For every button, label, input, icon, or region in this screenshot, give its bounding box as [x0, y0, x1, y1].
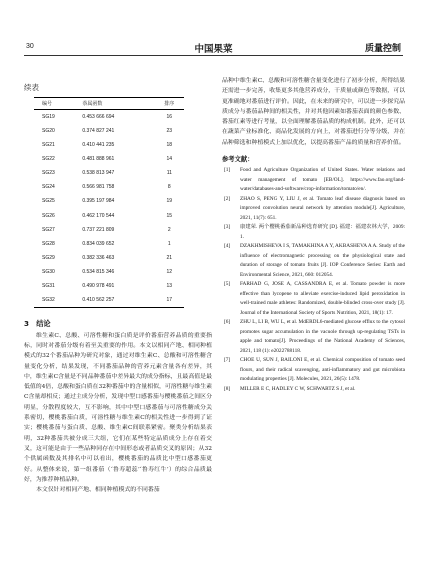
- cell-function: 0.410 441 235: [82, 142, 115, 149]
- table-row: [34, 279, 184, 293]
- column-header-function: 萘属函数: [74, 98, 148, 110]
- reference-item: [222, 280, 405, 318]
- cell-function: 0.834 039 652: [82, 240, 115, 247]
- cell-rank: 11: [166, 170, 172, 177]
- page-header: [24, 40, 403, 56]
- reference-item: [222, 318, 405, 356]
- reference-text: 康建荣. 两个樱桃番茄新品种选育研究 [D]. 福建：福建农林大学，2009: 1.: [240, 224, 405, 240]
- table-row: [34, 110, 184, 124]
- table-row: [34, 152, 184, 166]
- cell-rank: 21: [166, 254, 173, 261]
- table-row: [34, 209, 184, 223]
- reference-text: ZHAO S, PENG Y, LIU J, et al. Tomato leaf disease diagnosis based on improved convolution neural network by attention module[J]. Agriculture, 2021, 11(7): 651.: [240, 195, 405, 221]
- reference-item: [222, 166, 405, 195]
- cell-rank: 23: [166, 128, 173, 135]
- table-row: [34, 251, 184, 265]
- cell-rank: 13: [166, 283, 173, 290]
- reference-number: [1]: [224, 167, 231, 174]
- reference-number: [3]: [224, 224, 231, 231]
- references-heading: 参考文献：: [222, 156, 254, 164]
- cell-id: SG22: [42, 156, 55, 163]
- section-title: 质量控制: [364, 44, 401, 54]
- column-header-id: 编号: [34, 98, 74, 110]
- cell-rank: 14: [166, 156, 173, 163]
- reference-number: [8]: [224, 385, 231, 392]
- table-header-row: [34, 98, 184, 110]
- cell-function: 0.490 978 491: [82, 283, 115, 290]
- reference-text: Food and Agriculture Organization of United States. Water relations and water management of tomato [EB/OL]. https://www.fao.org/land-water/databases-and-software/crop-information/tomato/en/.: [240, 167, 405, 193]
- table-row: [34, 265, 184, 279]
- cell-function: 0.566 981 758: [82, 184, 115, 191]
- reference-item: [222, 223, 405, 242]
- cell-id: SG21: [42, 142, 55, 149]
- reference-number: [4]: [224, 243, 231, 250]
- cell-id: SG24: [42, 184, 55, 191]
- cell-function: 0.462 170 544: [82, 212, 115, 219]
- cell-id: SG29: [42, 254, 55, 261]
- cell-id: SG27: [42, 226, 55, 233]
- right-column: [222, 76, 405, 394]
- reference-number: [5]: [224, 281, 231, 288]
- table-row: [34, 166, 184, 180]
- column-header-rank: 排序: [149, 98, 184, 110]
- table-row: [34, 237, 184, 251]
- cell-rank: 18: [166, 142, 173, 149]
- membership-table: [34, 97, 184, 308]
- reference-number: [2]: [224, 195, 231, 202]
- reference-number: [7]: [224, 357, 231, 364]
- page-number: 30: [26, 43, 34, 50]
- cell-function: 0.538 813 947: [82, 170, 115, 177]
- reference-number: [6]: [224, 319, 231, 326]
- section-heading-conclusion: 3 结论: [24, 318, 51, 328]
- cell-rank: 8: [167, 184, 171, 191]
- cell-id: SG25: [42, 198, 55, 205]
- cell-rank: 2: [167, 226, 171, 233]
- table-row: [34, 293, 184, 307]
- reference-list: [222, 166, 405, 394]
- reference-text: ZHU L, LI B, WU L, et al. MdERDL6-mediated glucose efflux to the cytosol promotes sugar accumulation in the vacuole through up-regulating TSTs in apple and tomato[J]. Proceedings of the National Academy of Sciences, 2021, 118 (1): e2022788118.: [240, 319, 405, 354]
- table-body: [34, 110, 184, 307]
- cell-function: 0.410 562 257: [74, 293, 148, 307]
- reference-text: FARHAD G, JOSE A, CASSANDRA E, et al. Tomato powder is more effective than lycopene to alleviate exercise-induced lipid peroxidation in well-trained male athletes: Randomized, double-blinded cross-over study [J]. Journal of the International Society of Sports Nutrition, 2021, 18(1): 17.: [240, 281, 405, 316]
- cell-rank: 15: [166, 212, 173, 219]
- left-column: [24, 76, 212, 495]
- cell-function: 0.374 827 241: [82, 128, 115, 135]
- cell-rank: 1: [167, 240, 171, 247]
- cell-function: 0.737 221 809: [82, 226, 115, 233]
- cell-rank: 19: [166, 198, 173, 205]
- cell-function: 0.453 666 694: [82, 114, 115, 121]
- table-row: [34, 138, 184, 152]
- conclusion-paragraph-1: 维生素C、总酸、可溶性糖和蛋白质是评价番茄营养品质的重要指标，同时对番茄分级有着至关重要的作用。本文以相同产地、相同种植模式的32个番茄品种为研究对象，通过对维生素C、总酸和可溶性糖含量变化分析，结果发现，不同番茄品种的营养元素含量各有差异，其中，维生素C含量是不同品种番茄中差异最大的成分指标，且最高值是最低值的4倍，总酸和蛋白质在32种番茄中的含量相似，可溶性糖与维生素C含量却相反；通过主成分分析，发现中型口感番茄与樱桃番茄之间区分明显，分散程度较大，互不影响，其中中型口感番茄与可溶性糖成分关系密切，樱桃番茄白质，可溶性糖与维生素C的相关性进一步得到了证实；樱桃番茄与蛋白质、总酸、维生素C间联系紧密。聚类分析结果表明，32种番茄共被分成三大组，它们在某些特定品质成分上存在着交叉，这可能是由于一些品种同存在中间形态或者品质交叉的原因；从32个供属函数及其排名中可以看出，樱桃番茄的品质比中型口感番茄更好。从整体来说，第一组番茄（‘鲁寿超蕊’‘鲁寿红牛’）的综合品质最好，为推荐种植品种。: [24, 332, 212, 483]
- cell-function: 0.481 888 961: [82, 156, 115, 163]
- reference-item: [222, 195, 405, 224]
- cell-id: SG31: [42, 283, 55, 290]
- reference-text: CHOE U, SUN J, BAILONI E, et al. Chemical composition of tomato seed flours, and their radical scavenging, anti-inflammatory and gut microbiota modulating properties [J]. Molecules, 2021, 26(5): 1478.: [240, 357, 405, 383]
- cell-function: 0.534 815 346: [82, 268, 115, 275]
- journal-title: 中国果菜: [194, 44, 233, 55]
- cell-id: SG28: [42, 240, 55, 247]
- table-row: [34, 180, 184, 194]
- table-row: [34, 194, 184, 208]
- cell-id: SG30: [42, 268, 55, 275]
- reference-item: [222, 356, 405, 385]
- cell-id: SG23: [42, 170, 55, 177]
- conclusion-paragraph-2-start: 本文仅针对相同产地、相同种植模式的不同番茄: [36, 487, 160, 494]
- cell-function: 0.395 197 984: [82, 198, 115, 205]
- conclusion-paragraph-2-continued: 品种中维生素C、总酸和可溶性糖含量变化进行了初步分析，所得结果还需进一步完善，收集更多其他营养成分，干质量或颜色等数据，可以更准确地对番茄进行评价。因此，在未来的研究中，可以进一步探究品质成分与番茄品种间的相关性，并对其他因素如番茄表面的颜色参数、番茄红素等进行考量，以全面理解番茄品质的构成机制。此外，还可以在蔬菜产业标准化、商品化发展的方向上，对番茄进行分等分级，并在品种筛选和种植模式上加以优化，以提高番茄产品的质量和营养价值。: [222, 78, 405, 146]
- cell-id: SG26: [42, 212, 55, 219]
- reference-text: DZAKHMISHEVA I S, TAMAKHINA A Y, AKBASHEVA A A. Study of the influence of electromagnetic processing on the physiological state and duration of storage of tomato fruits [J]. IOP Conference Series: Earth and Environmental Science, 2021, 660: 012054.: [240, 243, 405, 278]
- cell-id: SG20: [42, 128, 55, 135]
- cell-id: SG19: [42, 114, 55, 121]
- cell-rank: 17: [149, 293, 184, 307]
- table-caption: 续表: [24, 83, 39, 92]
- table-row: [34, 124, 184, 138]
- reference-item: [222, 385, 405, 395]
- table-row: [34, 223, 184, 237]
- reference-text: MILLER E C, HADLEY C W, SCHWARTZ S J, et al.: [240, 385, 356, 392]
- cell-id: SG32: [34, 293, 74, 307]
- cell-rank: 12: [166, 268, 173, 275]
- cell-rank: 16: [166, 114, 173, 121]
- reference-item: [222, 242, 405, 280]
- cell-function: 0.382 336 463: [82, 254, 115, 261]
